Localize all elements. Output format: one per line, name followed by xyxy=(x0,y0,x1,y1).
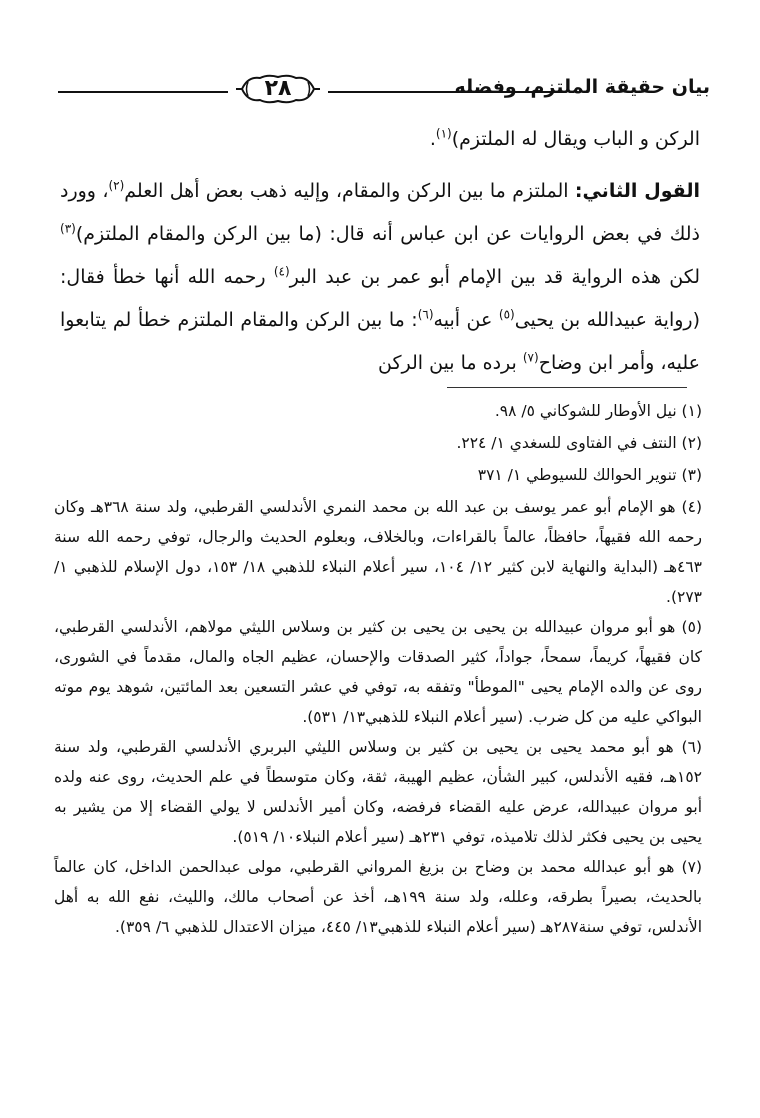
paragraph-2 xyxy=(60,170,700,385)
footnote-ref-6: (٦) xyxy=(417,307,434,322)
footnote-4: (٤) هو الإمام أبو عمر يوسف بن عبد الله بن محمد النمري الأندلسي القرطبي، ولد سنة ٣٦٨هـ وكان رحمه الله فقيهاً، حافظاً، عالماً بالقراءات، وبالخلاف، وبعلوم الحديث والرجال، توفي رحمه الله سنة ٤٦٣هـ (البداية والنهاية لابن كثير ١٢/ ١٠٤، سير أعلام النبلاء للذهبي ١٨/ ١٥٣، دول الإسلام للذهبي ١/ ٢٧٣). xyxy=(54,498,703,606)
paragraph-1-text: الركن و الباب ويقال له الملتزم) xyxy=(451,128,700,150)
paragraph-2-seg-4: رحمه الله أنها خطأ فقال: (رواية عبيدالله بن يحيى xyxy=(60,266,700,331)
page-number-ornament xyxy=(234,72,322,106)
paragraph-2-seg-3: لكن هذه الرواية قد بين الإمام أبو عمر بن عبد البر xyxy=(289,266,700,288)
paragraph-2-seg-5: عن أبيه xyxy=(433,309,499,331)
footnote-ref-7: (٧) xyxy=(522,350,539,365)
header-rule-left xyxy=(58,91,228,93)
footnote-ref-3: (٣) xyxy=(60,221,76,236)
footnote-5: (٥) هو أبو مروان عبيدالله بن يحيى بن يحيى بن كثير بن وسلاس الليثي مولاهم، الأندلسي القرطبي، كان فقيهاً، كريماً، سمحاً، جواداً، كثير الصدقات والإحسان، عظيم الجاه والمال، مقدماً في الشورى، روى عن والده الإمام يحيى "الموطأ" وتفقه به، توفي في عشر التسعين بعد المائتين، شوهد يوم موته البواكي عليه من كل ضرب. (سير أعلام النبلاء للذهبي١٣/ ٥٣١). xyxy=(54,618,702,726)
footnote-2: (٢) النتف في الفتاوى للسغدي ١/ ٢٢٤. xyxy=(456,434,702,452)
paragraph-2-seg-7: برده ما بين الركن xyxy=(378,352,523,374)
footnote-7: (٧) هو أبو عبدالله محمد بن وضاح بن بزيغ المرواني القرطبي، مولى عبدالحمن الداخل، كان عالماً بالحديث، بصيراً بطرقه، وعلله، ولد سنة ١٩٩هـ، أخذ عن أصحاب مالك، والليث، نفع الله به أهل الأندلس، توفي سنة٢٨٧هـ (سير أعلام النبلاء للذهبي١٣/ ٤٤٥، ميزان الاعتدال للذهبي ٦/ ٣٥٩). xyxy=(54,858,702,936)
footnote-separator xyxy=(447,387,687,388)
footnote-ref-4: (٤) xyxy=(273,264,290,279)
page-header xyxy=(58,70,710,110)
footnote-1: (١) نيل الأوطار للشوكاني ٥/ ٩٨. xyxy=(494,402,702,420)
paragraph-2-seg-1: الملتزم ما بين الركن والمقام، وإليه ذهب بعض أهل العلم xyxy=(124,180,575,202)
footnote-3: (٣) تنوير الحوالك للسيوطي ١/ ٣٧١ xyxy=(477,466,702,484)
second-opinion-heading: القول الثاني: xyxy=(574,180,700,202)
page-number: ٢٨ xyxy=(264,76,292,101)
footnotes xyxy=(54,396,702,942)
footnote-ref-5: (٥) xyxy=(498,307,515,322)
running-title: بيان حقيقة الملتزم، وفضله xyxy=(454,76,710,98)
paragraph-2-seg-2: ، وورد ذلك في بعض الروايات عن ابن عباس أنه قال: (ما بين الركن والمقام الملتزم) xyxy=(60,180,700,245)
footnote-6: (٦) هو أبو محمد يحيى بن يحيى بن كثير بن وسلاس الليثي البربري الأندلسي القرطبي، ولد سنة ١٥٢هـ، فقيه الأندلس، كبير الشأن، عظيم الهيبة، ثقة، وكان متوسطاً في علم الحديث، روى عنه ولده أبو مروان عبيدالله، عرض عليه القضاء فرفضه، وكان أمير الأندلس لا يولي القضاء إلا من يشير به يحيى بن يحيى فكثر لذلك تلاميذه، توفي ٢٣١هـ (سير أعلام النبلاء١٠/ ٥١٩). xyxy=(54,738,702,846)
paragraph-2-seg-6: : ما بين الركن والمقام الملتزم خطأ لم يتابعوا عليه، وأمر ابن وضاح xyxy=(60,309,700,374)
footnote-ref-1: (١) xyxy=(435,126,452,141)
footnote-ref-2: (٢) xyxy=(108,178,125,193)
paragraph-1-end: . xyxy=(429,128,436,150)
paragraph-1 xyxy=(60,118,700,161)
